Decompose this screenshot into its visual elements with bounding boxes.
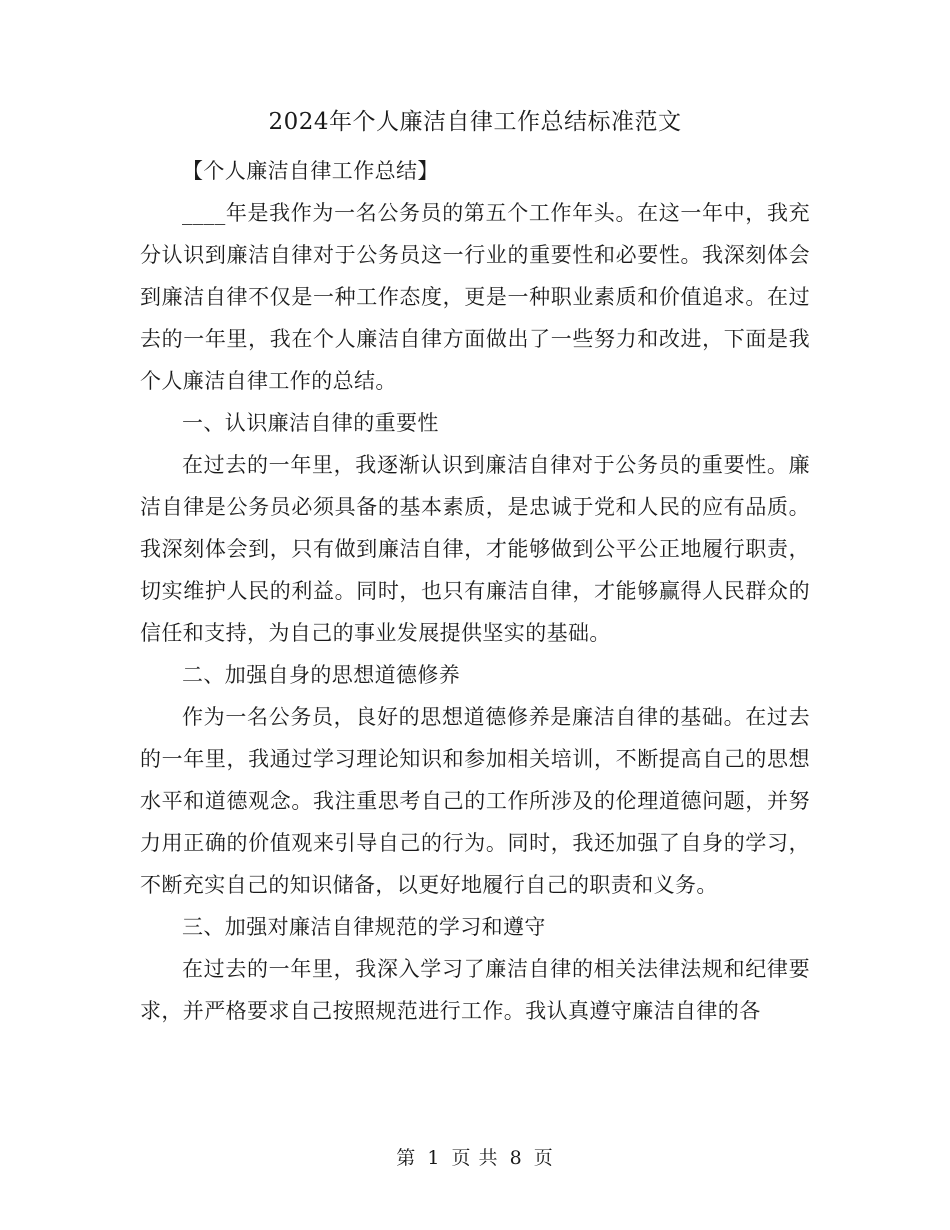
paragraph-intro: ____年是我作为一名公务员的第五个工作年头。在这一年中，我充分认识到廉洁自律对于公务员这一行业的重要性和必要性。我深刻体会到廉洁自律不仅是一种工作态度，更是一种职业素质和价值追求。在过去的一年里，我在个人廉洁自律方面做出了一些努力和改进，下面是我个人廉洁自律工作的总结。 — [140, 201, 810, 393]
document-title: 2024年个人廉洁自律工作总结标准范文 — [268, 109, 682, 135]
footer-prefix: 第 — [396, 1147, 417, 1169]
footer-suffix: 页 — [533, 1147, 554, 1169]
paragraph-3: 在过去的一年里，我深入学习了廉洁自律的相关法律法规和纪律要求，并严格要求自己按照规范进行工作。我认真遵守廉洁自律的各 — [140, 957, 810, 1023]
page-footer — [0, 1142, 950, 1174]
footer-page-number: 1 — [427, 1147, 441, 1169]
section-heading-summary: 【个人廉洁自律工作总结】 — [182, 159, 439, 183]
document-body — [140, 150, 810, 1032]
footer-middle: 页 共 — [451, 1147, 499, 1169]
section-heading-1: 一、认识廉洁自律的重要性 — [182, 411, 439, 435]
section-heading-2: 二、加强自身的思想道德修养 — [182, 663, 461, 687]
paragraph-2: 作为一名公务员，良好的思想道德修养是廉洁自律的基础。在过去的一年里，我通过学习理论知识和参加相关培训，不断提高自己的思想水平和道德观念。我注重思考自己的工作所涉及的伦理道德问题，并努力用正确的价值观来引导自己的行为。同时，我还加强了自身的学习，不断充实自己的知识储备，以更好地履行自己的职责和义务。 — [140, 705, 810, 897]
footer-total-pages: 8 — [509, 1147, 523, 1169]
paragraph-1: 在过去的一年里，我逐渐认识到廉洁自律对于公务员的重要性。廉洁自律是公务员必须具备的基本素质，是忠诚于党和人民的应有品质。我深刻体会到，只有做到廉洁自律，才能够做到公平公正地履行职责，切实维护人民的利益。同时，也只有廉洁自律，才能够赢得人民群众的信任和支持，为自己的事业发展提供坚实的基础。 — [140, 453, 810, 645]
section-heading-3: 三、加强对廉洁自律规范的学习和遵守 — [182, 915, 546, 939]
